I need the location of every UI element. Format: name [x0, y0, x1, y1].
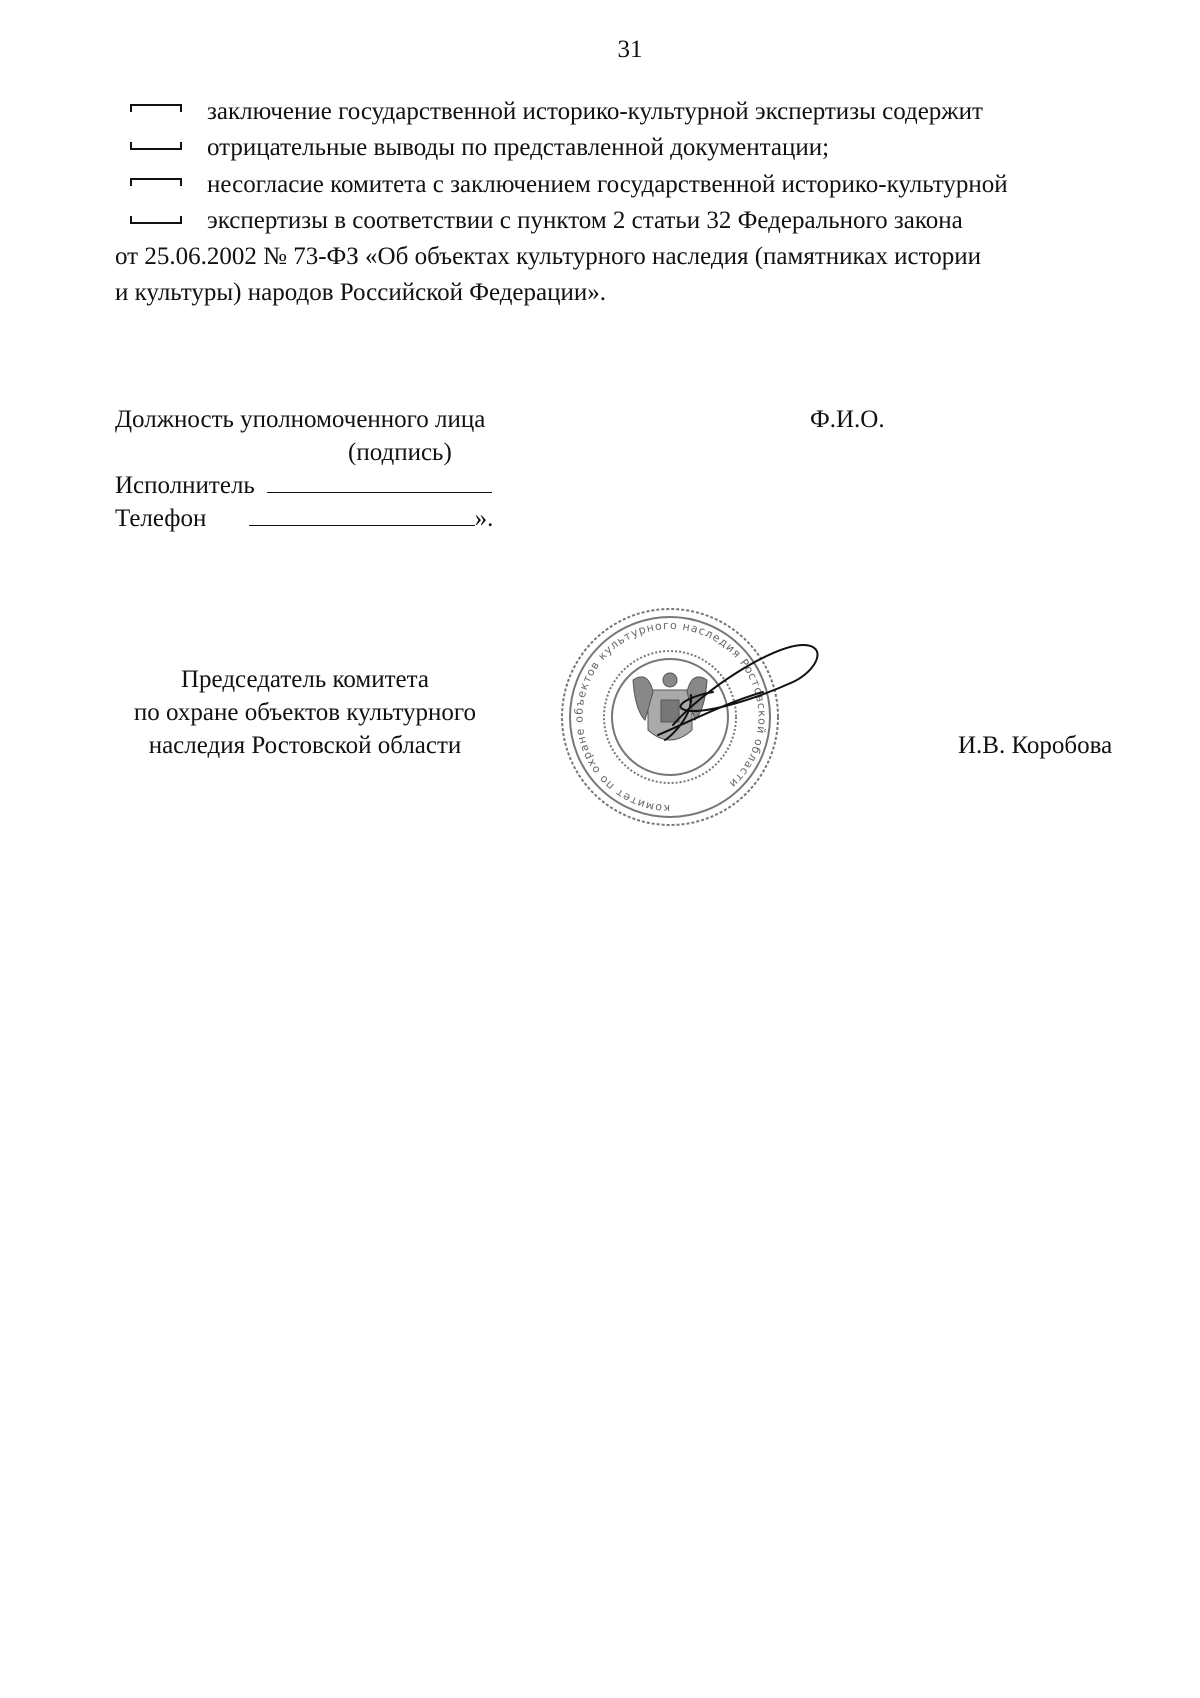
official-seal — [553, 600, 883, 840]
phone-row — [115, 503, 493, 534]
page-number: 31 — [617, 36, 643, 63]
executor-label: Исполнитель — [115, 472, 255, 499]
option-2-line-1: несогласие комитета с заключением государственной историко-культурной — [207, 171, 1008, 198]
continuation-line-1: от 25.06.2002 № 73-ФЗ «Об объектах культурного наследия (памятниках истории — [115, 243, 981, 270]
closing-quote: ». — [474, 505, 494, 532]
option-1-line-1: заключение государственной историко-культурной экспертизы содержит — [207, 98, 983, 125]
continuation-line-2: и культуры) народов Российской Федерации». — [115, 279, 607, 306]
checkbox-committee-disagreement[interactable] — [130, 178, 182, 224]
position-label: Должность уполномоченного лица — [115, 406, 486, 433]
chairman-title-line-3: наследия Ростовской области — [148, 732, 462, 759]
fio-label: Ф.И.О. — [810, 406, 885, 433]
executor-row — [115, 470, 492, 501]
chairman-title — [100, 663, 510, 762]
phone-label: Телефон — [115, 505, 207, 532]
seal-text: комитет по охране объектов культурного наследия Ростовской области — [572, 618, 769, 816]
option-2-line-2: экспертизы в соответствии с пунктом 2 статьи 32 Федерального закона — [207, 207, 963, 234]
chairman-title-line-2: по охране объектов культурного — [133, 699, 477, 726]
phone-blank[interactable] — [249, 503, 475, 526]
checkbox-negative-conclusion[interactable] — [130, 104, 182, 150]
chairman-title-line-1: Председатель комитета — [181, 666, 429, 693]
chairman-name: И.В. Коробова — [958, 732, 1113, 759]
option-1-line-2: отрицательные выводы по представленной документации; — [207, 134, 830, 161]
signature-hint: (подпись) — [348, 439, 452, 466]
executor-blank[interactable] — [267, 470, 492, 493]
